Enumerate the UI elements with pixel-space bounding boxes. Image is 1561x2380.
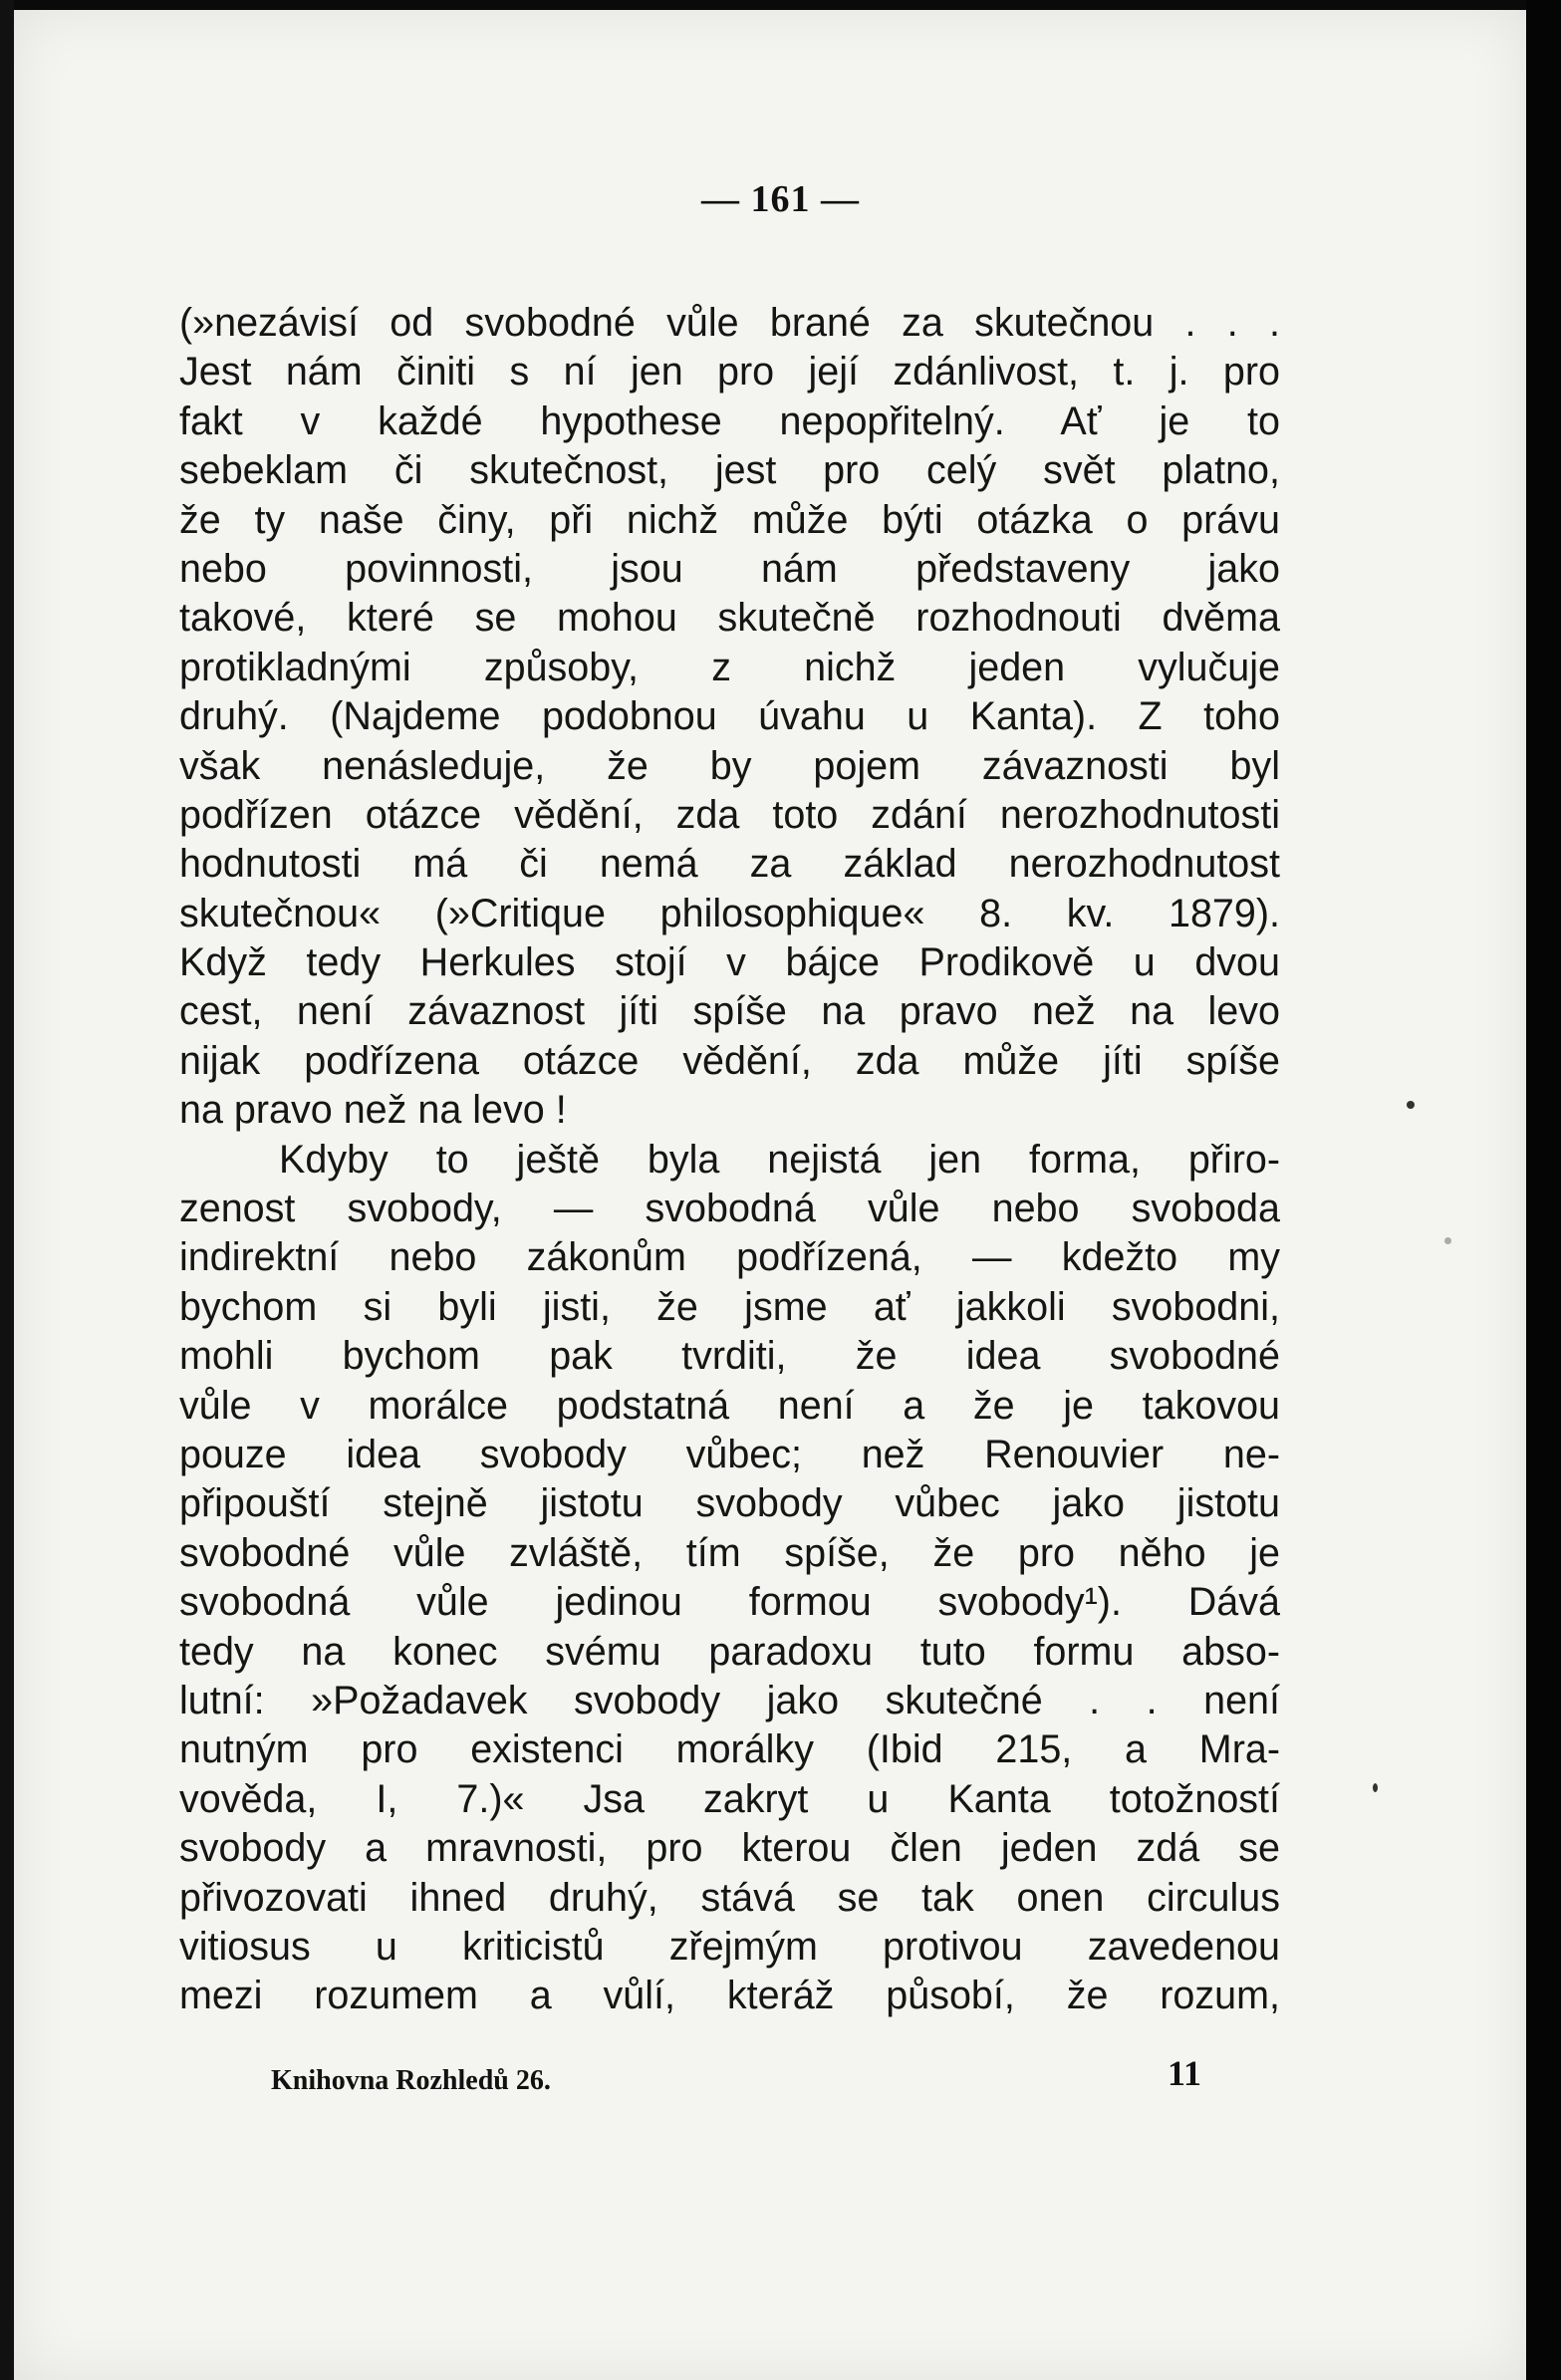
body-text: [179, 299, 1280, 2021]
text-line: bychom si byli jisti, že jsme ať jakkoli svobodni,: [179, 1284, 1280, 1329]
text-line: (»nezávisí od svobodné vůle brané za skutečnou . . .: [179, 301, 1280, 345]
printer-signature: Knihovna Rozhledů 26.: [271, 2065, 551, 2096]
text-line: cest, není závaznost jíti spíše na pravo než na levo: [179, 989, 1280, 1034]
text-line: podřízen otázce vědění, zda toto zdání nerozhodnutosti: [179, 792, 1280, 837]
text-line: protikladnými způsoby, z nichž jeden vylučuje: [179, 645, 1280, 689]
text-line: že ty naše činy, při nichž může býti otázka o právu: [179, 497, 1280, 542]
text-line: svobodná vůle jedinou formou svobody¹). Dává: [179, 1580, 1280, 1625]
text-line: Jest nám činiti s ní jen pro její zdánlivost, t. j. pro: [179, 350, 1280, 395]
text-line: svobodné vůle zvláště, tím spíše, že pro něho je: [179, 1530, 1280, 1575]
text-line: nebo povinnosti, jsou nám představeny jako: [179, 546, 1280, 591]
text-line: pouze idea svobody vůbec; než Renouvier ne-: [179, 1432, 1280, 1476]
text-line: tedy na konec svému paradoxu tuto formu abso-: [179, 1629, 1280, 1674]
text-line: nijak podřízena otázce vědění, zda může jíti spíše: [179, 1038, 1280, 1083]
text-line: fakt v každé hypothese nepopřitelný. Ať je to: [179, 398, 1280, 443]
page-number: — 161 —: [701, 178, 860, 220]
text-line: nutným pro existenci morálky (Ibid 215, a Mra-: [179, 1727, 1280, 1772]
left-page-edge: [0, 0, 14, 2380]
text-line: vověda, I, 7.)« Jsa zakryt u Kanta totožností: [179, 1776, 1280, 1821]
text-line: přivozovati ihned druhý, stává se tak onen circulus: [179, 1875, 1280, 1920]
speck: [1373, 1783, 1378, 1792]
text-line: vitiosus u kriticistů zřejmým protivou zavedenou: [179, 1924, 1280, 1969]
speck: [1444, 1237, 1451, 1244]
text-line: svobody a mravnosti, pro kterou člen jeden zdá se: [179, 1826, 1280, 1871]
text-line: druhý. (Najdeme podobnou úvahu u Kanta). Z toho: [179, 694, 1280, 739]
text-line: na pravo než na levo !: [179, 1088, 567, 1133]
text-line: zenost svobody, — svobodná vůle nebo svoboda: [179, 1187, 1280, 1231]
text-line: lutní: »Požadavek svobody jako skutečné . . není: [179, 1678, 1280, 1722]
text-line: skutečnou« (»Critique philosophique« 8. kv. 1879).: [179, 891, 1280, 935]
text-line: sebeklam či skutečnost, jest pro celý svět platno,: [179, 448, 1280, 493]
right-page-edge: [1526, 0, 1561, 2380]
text-line: mezi rozumem a vůlí, kteráž působí, že rozum,: [179, 1974, 1280, 2018]
text-line: Kdyby to ještě byla nejistá jen forma, přiro-: [279, 1137, 1280, 1182]
sheet-number: 11: [1168, 2053, 1202, 2093]
text-line: indirektní nebo zákonům podřízená, — kdežto my: [179, 1235, 1280, 1280]
text-line: vůle v morálce podstatná není a že je takovou: [179, 1383, 1280, 1428]
text-line: připouští stejně jistotu svobody vůbec jako jistotu: [179, 1481, 1280, 1526]
text-line: hodnutosti má či nemá za základ nerozhodnutost: [179, 842, 1280, 887]
text-line: takové, které se mohou skutečně rozhodnouti dvěma: [179, 596, 1280, 641]
speck: [1407, 1101, 1415, 1109]
text-line: Když tedy Herkules stojí v bájce Prodikově u dvou: [179, 940, 1280, 985]
text-line: mohli bychom pak tvrditi, že idea svobodné: [179, 1334, 1280, 1379]
text-line: však nenásleduje, že by pojem závaznosti byl: [179, 743, 1280, 788]
